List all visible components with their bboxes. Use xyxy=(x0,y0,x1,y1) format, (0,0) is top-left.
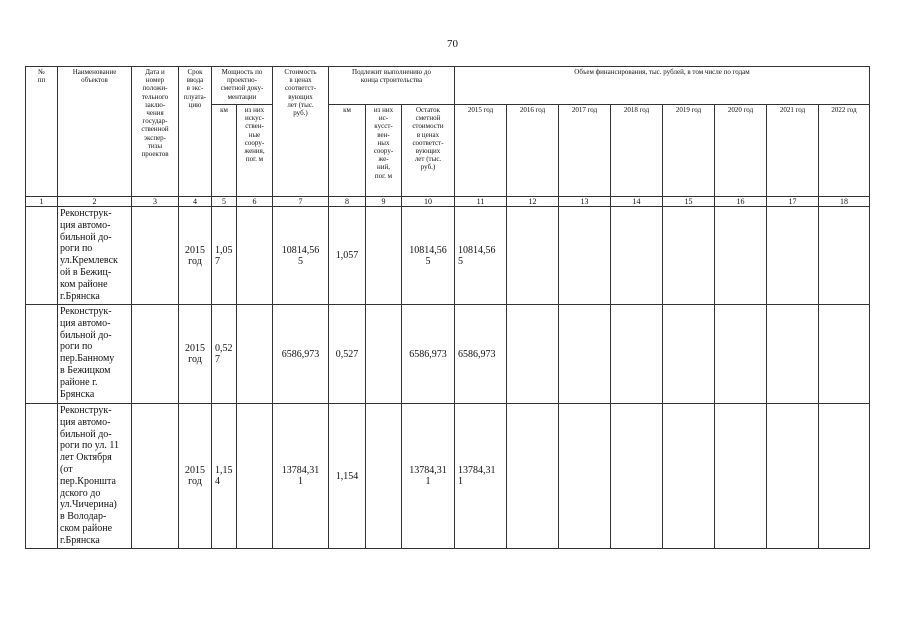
column-number: 7 xyxy=(273,197,329,207)
funding-cell xyxy=(819,305,870,404)
object-name: Реконструк- ция автомо- бильной до- роги по ул.Кремлевск ой в Бежиц- ком районе г.Брянска xyxy=(58,207,132,305)
column-number: 16 xyxy=(715,197,767,207)
commission-term: 2015 год xyxy=(179,207,212,305)
header-year: 2019 год xyxy=(663,105,715,197)
capacity-km: 1,05 7 xyxy=(212,207,237,305)
header-capacity: Мощность по проектно- сметной доку- ментации xyxy=(212,67,273,105)
funding-cell xyxy=(611,305,663,404)
column-number: 9 xyxy=(366,197,402,207)
header-remaining: Подлежит выполнению до конца строительства xyxy=(329,67,455,105)
header-year: 2022 год xyxy=(819,105,870,197)
funding-2015: 6586,973 xyxy=(455,305,507,404)
remaining-km: 1,154 xyxy=(329,404,366,549)
header-num: № пп xyxy=(26,67,58,197)
header-expertise-date: Дата и номер положи- тельного заклю- чения государ- ственной экспер- тизы проектов xyxy=(132,67,179,197)
capacity-structures xyxy=(237,305,273,404)
funding-cell xyxy=(819,207,870,305)
remaining-structures xyxy=(366,207,402,305)
header-funding: Объем финансирования, тыс. рублей, в том числе по годам xyxy=(455,67,870,105)
header-year: 2018 год xyxy=(611,105,663,197)
funding-cell xyxy=(767,305,819,404)
header-year: 2017 год xyxy=(559,105,611,197)
funding-cell xyxy=(507,404,559,549)
funding-cell xyxy=(663,207,715,305)
funding-2015: 13784,31 1 xyxy=(455,404,507,549)
column-number-row xyxy=(26,197,870,207)
column-number: 14 xyxy=(611,197,663,207)
page-number: 70 xyxy=(447,38,458,50)
capacity-structures xyxy=(237,207,273,305)
remaining-km: 0,527 xyxy=(329,305,366,404)
header-year: 2021 год xyxy=(767,105,819,197)
header-year: 2016 год xyxy=(507,105,559,197)
header-remaining-structures: из них ис- кусст- вен- ных соору- же- ний, пог. м xyxy=(366,105,402,197)
row-num-cell xyxy=(26,305,58,404)
remaining-cost: 6586,973 xyxy=(402,305,455,404)
expertise-cell xyxy=(132,207,179,305)
expertise-cell xyxy=(132,404,179,549)
remaining-structures xyxy=(366,305,402,404)
funding-2015: 10814,56 5 xyxy=(455,207,507,305)
funding-cell xyxy=(715,207,767,305)
funding-cell xyxy=(559,207,611,305)
funding-cell xyxy=(611,404,663,549)
column-number: 1 xyxy=(26,197,58,207)
table-row xyxy=(26,404,870,549)
header-remaining-cost: Остаток сметной стоимости в ценах соответст- вующих лет (тыс. руб.) xyxy=(402,105,455,197)
header-cost: Стоимость в ценах соответст- вующих лет (тыс. руб.) xyxy=(273,67,329,197)
column-number: 17 xyxy=(767,197,819,207)
column-number: 13 xyxy=(559,197,611,207)
column-number: 11 xyxy=(455,197,507,207)
capacity-structures xyxy=(237,404,273,549)
cost-value: 6586,973 xyxy=(273,305,329,404)
funding-cell xyxy=(715,305,767,404)
header-year: 2015 год xyxy=(455,105,507,197)
funding-cell xyxy=(715,404,767,549)
capacity-km: 0,52 7 xyxy=(212,305,237,404)
column-number: 12 xyxy=(507,197,559,207)
header-name: Наименование объектов xyxy=(58,67,132,197)
object-name: Реконструк- ция автомо- бильной до- роги по пер.Банному в Бежицком районе г. Брянска xyxy=(58,305,132,404)
remaining-cost: 10814,56 5 xyxy=(402,207,455,305)
cost-value: 10814,56 5 xyxy=(273,207,329,305)
funding-cell xyxy=(559,305,611,404)
header-commission-term: Срок ввода в экс- плуата- цию xyxy=(179,67,212,197)
column-number: 4 xyxy=(179,197,212,207)
object-name: Реконструк- ция автомо- бильной до- роги по ул. 11 лет Октября (от пер.Кроншта дского до ул.Чичерина) в Володар- ском районе г.Брянска xyxy=(58,404,132,549)
column-number: 8 xyxy=(329,197,366,207)
column-number: 15 xyxy=(663,197,715,207)
remaining-km: 1,057 xyxy=(329,207,366,305)
funding-cell xyxy=(663,404,715,549)
column-number: 18 xyxy=(819,197,870,207)
row-num-cell xyxy=(26,404,58,549)
table-row xyxy=(26,207,870,305)
funding-cell xyxy=(507,305,559,404)
cost-value: 13784,31 1 xyxy=(273,404,329,549)
funding-cell xyxy=(507,207,559,305)
funding-cell xyxy=(663,305,715,404)
column-number: 10 xyxy=(402,197,455,207)
commission-term: 2015 год xyxy=(179,404,212,549)
remaining-structures xyxy=(366,404,402,549)
funding-cell xyxy=(819,404,870,549)
column-number: 5 xyxy=(212,197,237,207)
funding-cell xyxy=(611,207,663,305)
row-num-cell xyxy=(26,207,58,305)
funding-cell xyxy=(767,404,819,549)
column-number: 3 xyxy=(132,197,179,207)
header-year: 2020 год xyxy=(715,105,767,197)
capacity-km: 1,15 4 xyxy=(212,404,237,549)
commission-term: 2015 год xyxy=(179,305,212,404)
column-number: 2 xyxy=(58,197,132,207)
funding-cell xyxy=(559,404,611,549)
header-remaining-km: км xyxy=(329,105,366,197)
header-capacity-km: км xyxy=(212,105,237,197)
funding-cell xyxy=(767,207,819,305)
header-capacity-structures: из них искус- ствен- ные соору- жения, пог. м xyxy=(237,105,273,197)
remaining-cost: 13784,31 1 xyxy=(402,404,455,549)
column-number: 6 xyxy=(237,197,273,207)
financing-table xyxy=(25,66,870,549)
expertise-cell xyxy=(132,305,179,404)
table-row xyxy=(26,305,870,404)
